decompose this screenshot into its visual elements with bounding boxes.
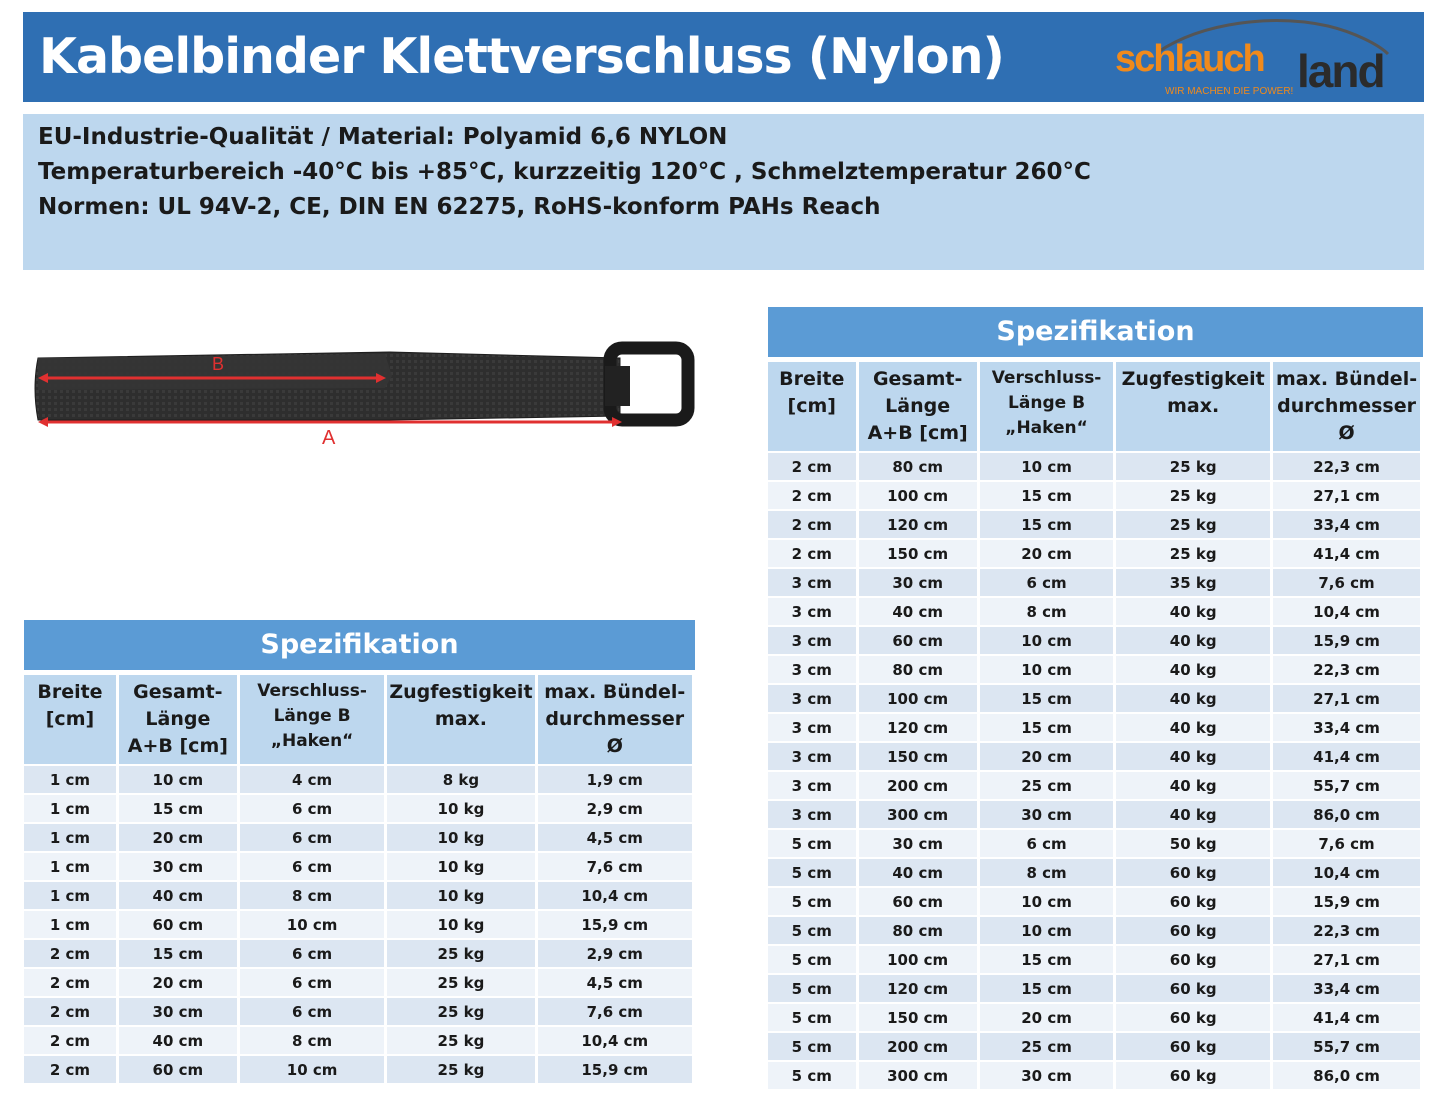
spec-table-left (24, 620, 695, 1085)
table-cell: 33,4 cm (1273, 511, 1420, 538)
table-cell: 22,3 cm (1273, 656, 1420, 683)
table-cell: 40 kg (1116, 772, 1270, 799)
spec-table-right-grid (765, 360, 1423, 1091)
table-cell: 6 cm (240, 998, 385, 1025)
table-cell: 150 cm (859, 540, 977, 567)
table-cell: 25 kg (387, 940, 534, 967)
table-cell: 3 cm (768, 569, 856, 596)
info-norms: Normen: UL 94V-2, CE, DIN EN 62275, RoHS-konform PAHs Reach (38, 194, 881, 220)
label-a: A (322, 427, 336, 449)
table-row (768, 830, 1420, 857)
table-cell: 2 cm (24, 969, 116, 996)
table-row (24, 824, 692, 851)
table-cell: 25 kg (1116, 540, 1270, 567)
table-cell: 5 cm (768, 830, 856, 857)
page-title: Kabelbinder Klettverschluss (Nylon) (39, 28, 1004, 85)
table-cell: 15 cm (980, 685, 1113, 712)
table-cell: 40 kg (1116, 627, 1270, 654)
table-row (768, 482, 1420, 509)
table-cell: 20 cm (119, 969, 237, 996)
col-header-laenge: Gesamt-Länge A+B [cm] (119, 675, 237, 764)
table-cell: 60 kg (1116, 917, 1270, 944)
table-cell: 25 cm (980, 1033, 1113, 1060)
table-row (768, 975, 1420, 1002)
table-cell: 3 cm (768, 772, 856, 799)
table-cell: 5 cm (768, 1004, 856, 1031)
table-row (768, 946, 1420, 973)
table-cell: 10 cm (980, 917, 1113, 944)
table-cell: 60 cm (859, 888, 977, 915)
table-cell: 4,5 cm (538, 969, 692, 996)
table-cell: 30 cm (119, 853, 237, 880)
table-cell: 8 cm (980, 859, 1113, 886)
table-cell: 30 cm (859, 830, 977, 857)
table-cell: 10 cm (240, 911, 385, 938)
table-cell: 7,6 cm (538, 853, 692, 880)
table-cell: 4 cm (240, 766, 385, 793)
table-cell: 40 kg (1116, 598, 1270, 625)
table-row (24, 766, 692, 793)
table-cell: 15,9 cm (538, 1056, 692, 1083)
table-cell: 1 cm (24, 882, 116, 909)
table-header-row (768, 362, 1420, 451)
col-header-laenge: Gesamt-Länge A+B [cm] (859, 362, 977, 451)
table-cell: 1 cm (24, 853, 116, 880)
table-cell: 3 cm (768, 801, 856, 828)
table-cell: 100 cm (859, 685, 977, 712)
table-cell: 1 cm (24, 824, 116, 851)
col-header-durchmesser: max. Bündel-durchmesser Ø (1273, 362, 1420, 451)
table-cell: 2 cm (24, 1056, 116, 1083)
table-row (24, 795, 692, 822)
table-cell: 10 cm (980, 453, 1113, 480)
table-cell: 6 cm (240, 824, 385, 851)
table-row (768, 627, 1420, 654)
table-cell: 40 kg (1116, 743, 1270, 770)
table-cell: 2 cm (768, 540, 856, 567)
table-row (768, 801, 1420, 828)
table-cell: 5 cm (768, 975, 856, 1002)
table-cell: 25 kg (1116, 453, 1270, 480)
col-header-breite: Breite [cm] (768, 362, 856, 451)
table-cell: 5 cm (768, 1033, 856, 1060)
table-cell: 10 kg (387, 824, 534, 851)
table-cell: 10 kg (387, 911, 534, 938)
table-cell: 100 cm (859, 482, 977, 509)
table-row (768, 540, 1420, 567)
table-cell: 40 kg (1116, 685, 1270, 712)
table-cell: 30 cm (980, 801, 1113, 828)
spec-table-left-title: Spezifikation (24, 620, 695, 670)
table-cell: 3 cm (768, 656, 856, 683)
table-row (24, 998, 692, 1025)
header-banner (23, 12, 1424, 102)
table-cell: 55,7 cm (1273, 1033, 1420, 1060)
table-row (768, 453, 1420, 480)
table-cell: 120 cm (859, 714, 977, 741)
table-cell: 25 kg (1116, 482, 1270, 509)
table-row (24, 882, 692, 909)
table-cell: 15 cm (980, 511, 1113, 538)
table-cell: 2 cm (24, 1027, 116, 1054)
table-cell: 1 cm (24, 911, 116, 938)
table-cell: 60 kg (1116, 1004, 1270, 1031)
table-cell: 6 cm (980, 830, 1113, 857)
table-cell: 8 cm (240, 1027, 385, 1054)
table-cell: 80 cm (859, 917, 977, 944)
table-row (768, 685, 1420, 712)
table-cell: 6 cm (980, 569, 1113, 596)
table-cell: 1 cm (24, 795, 116, 822)
logo-tagline: WIR MACHEN DIE POWER! (1165, 86, 1294, 97)
table-cell: 8 cm (240, 882, 385, 909)
table-cell: 15 cm (980, 975, 1113, 1002)
table-cell: 10,4 cm (1273, 598, 1420, 625)
label-b: B (212, 354, 225, 374)
table-cell: 35 kg (1116, 569, 1270, 596)
table-row (768, 569, 1420, 596)
table-cell: 33,4 cm (1273, 714, 1420, 741)
table-cell: 5 cm (768, 917, 856, 944)
table-cell: 15 cm (980, 946, 1113, 973)
table-cell: 25 kg (1116, 511, 1270, 538)
table-cell: 200 cm (859, 772, 977, 799)
table-cell: 10 kg (387, 795, 534, 822)
table-row (768, 1062, 1420, 1089)
table-cell: 60 cm (859, 627, 977, 654)
table-cell: 10 cm (980, 656, 1113, 683)
table-cell: 25 kg (387, 1056, 534, 1083)
table-row (768, 1033, 1420, 1060)
table-cell: 60 kg (1116, 1033, 1270, 1060)
table-cell: 60 cm (119, 1056, 237, 1083)
table-cell: 15 cm (119, 940, 237, 967)
table-cell: 3 cm (768, 714, 856, 741)
table-cell: 60 kg (1116, 888, 1270, 915)
table-cell: 150 cm (859, 1004, 977, 1031)
table-cell: 40 kg (1116, 656, 1270, 683)
table-row (24, 940, 692, 967)
table-cell: 40 cm (859, 859, 977, 886)
table-cell: 15,9 cm (1273, 627, 1420, 654)
table-row (24, 969, 692, 996)
info-material: EU-Industrie-Qualität / Material: Polyamid 6,6 NYLON (38, 124, 728, 150)
col-header-verschluss: Verschluss-Länge B „Haken“ (980, 362, 1113, 451)
table-cell: 5 cm (768, 1062, 856, 1089)
col-header-zugfestigkeit: Zugfestigkeit max. (1116, 362, 1270, 451)
table-cell: 10,4 cm (538, 1027, 692, 1054)
table-row (768, 743, 1420, 770)
table-cell: 1 cm (24, 766, 116, 793)
table-cell: 8 kg (387, 766, 534, 793)
table-cell: 27,1 cm (1273, 482, 1420, 509)
velcro-strap-image (30, 336, 710, 456)
table-cell: 120 cm (859, 511, 977, 538)
table-cell: 2 cm (24, 998, 116, 1025)
spec-table-right-title: Spezifikation (768, 307, 1423, 357)
logo-word-land: land (1297, 45, 1384, 97)
table-cell: 41,4 cm (1273, 743, 1420, 770)
table-cell: 60 kg (1116, 946, 1270, 973)
logo-word-schlauch: schlauch (1115, 38, 1264, 80)
table-cell: 20 cm (980, 743, 1113, 770)
table-row (768, 1004, 1420, 1031)
table-cell: 22,3 cm (1273, 453, 1420, 480)
table-cell: 25 kg (387, 969, 534, 996)
table-row (24, 853, 692, 880)
table-row (768, 511, 1420, 538)
table-cell: 5 cm (768, 859, 856, 886)
table-cell: 10 cm (119, 766, 237, 793)
table-row (768, 772, 1420, 799)
table-cell: 10 cm (240, 1056, 385, 1083)
table-row (768, 917, 1420, 944)
table-cell: 4,5 cm (538, 824, 692, 851)
table-cell: 6 cm (240, 853, 385, 880)
table-cell: 27,1 cm (1273, 946, 1420, 973)
table-cell: 120 cm (859, 975, 977, 1002)
table-cell: 60 kg (1116, 859, 1270, 886)
table-cell: 100 cm (859, 946, 977, 973)
table-cell: 5 cm (768, 888, 856, 915)
table-cell: 6 cm (240, 940, 385, 967)
table-cell: 27,1 cm (1273, 685, 1420, 712)
table-cell: 2 cm (24, 940, 116, 967)
table-cell: 30 cm (980, 1062, 1113, 1089)
table-cell: 2 cm (768, 482, 856, 509)
table-cell: 22,3 cm (1273, 917, 1420, 944)
table-cell: 80 cm (859, 656, 977, 683)
table-cell: 40 cm (859, 598, 977, 625)
table-cell: 3 cm (768, 685, 856, 712)
col-header-verschluss: Verschluss-Länge B „Haken“ (240, 675, 385, 764)
table-cell: 80 cm (859, 453, 977, 480)
col-header-breite: Breite [cm] (24, 675, 116, 764)
table-header-row (24, 675, 692, 764)
table-cell: 25 cm (980, 772, 1113, 799)
table-cell: 20 cm (119, 824, 237, 851)
table-cell: 10 cm (980, 627, 1113, 654)
table-cell: 60 kg (1116, 975, 1270, 1002)
table-row (24, 1056, 692, 1083)
spec-table-left-grid (21, 673, 695, 1085)
table-cell: 86,0 cm (1273, 801, 1420, 828)
table-cell: 300 cm (859, 1062, 977, 1089)
info-box (23, 114, 1424, 270)
table-cell: 30 cm (119, 998, 237, 1025)
table-cell: 10,4 cm (1273, 859, 1420, 886)
col-header-zugfestigkeit: Zugfestigkeit max. (387, 675, 534, 764)
table-cell: 10,4 cm (538, 882, 692, 909)
brand-logo (1113, 16, 1403, 100)
table-cell: 60 kg (1116, 1062, 1270, 1089)
table-cell: 2,9 cm (538, 940, 692, 967)
table-cell: 25 kg (387, 998, 534, 1025)
table-row (24, 911, 692, 938)
table-row (24, 1027, 692, 1054)
table-cell: 30 cm (859, 569, 977, 596)
table-cell: 2,9 cm (538, 795, 692, 822)
col-header-durchmesser: max. Bündel-durchmesser Ø (538, 675, 692, 764)
table-cell: 6 cm (240, 969, 385, 996)
table-row (768, 656, 1420, 683)
table-row (768, 598, 1420, 625)
table-cell: 10 cm (980, 888, 1113, 915)
table-row (768, 859, 1420, 886)
table-cell: 20 cm (980, 1004, 1113, 1031)
table-cell: 10 kg (387, 882, 534, 909)
table-cell: 20 cm (980, 540, 1113, 567)
table-cell: 41,4 cm (1273, 540, 1420, 567)
spec-table-right (768, 307, 1423, 1091)
table-cell: 40 kg (1116, 714, 1270, 741)
table-cell: 15 cm (119, 795, 237, 822)
table-cell: 3 cm (768, 627, 856, 654)
table-cell: 40 cm (119, 1027, 237, 1054)
table-cell: 150 cm (859, 743, 977, 770)
table-cell: 300 cm (859, 801, 977, 828)
table-cell: 6 cm (240, 795, 385, 822)
table-cell: 40 cm (119, 882, 237, 909)
table-row (768, 888, 1420, 915)
table-cell: 7,6 cm (538, 998, 692, 1025)
table-cell: 15 cm (980, 714, 1113, 741)
table-cell: 200 cm (859, 1033, 977, 1060)
table-cell: 60 cm (119, 911, 237, 938)
table-cell: 15 cm (980, 482, 1113, 509)
table-cell: 2 cm (768, 453, 856, 480)
table-cell: 5 cm (768, 946, 856, 973)
info-temperature: Temperaturbereich -40°C bis +85°C, kurzzeitig 120°C , Schmelztemperatur 260°C (38, 159, 1091, 185)
table-cell: 2 cm (768, 511, 856, 538)
table-cell: 15,9 cm (538, 911, 692, 938)
table-cell: 50 kg (1116, 830, 1270, 857)
table-cell: 55,7 cm (1273, 772, 1420, 799)
table-cell: 10 kg (387, 853, 534, 880)
table-row (768, 714, 1420, 741)
table-cell: 33,4 cm (1273, 975, 1420, 1002)
table-cell: 1,9 cm (538, 766, 692, 793)
table-cell: 7,6 cm (1273, 569, 1420, 596)
table-cell: 7,6 cm (1273, 830, 1420, 857)
table-cell: 3 cm (768, 598, 856, 625)
table-cell: 8 cm (980, 598, 1113, 625)
table-cell: 40 kg (1116, 801, 1270, 828)
table-cell: 25 kg (387, 1027, 534, 1054)
table-cell: 86,0 cm (1273, 1062, 1420, 1089)
table-cell: 15,9 cm (1273, 888, 1420, 915)
table-cell: 41,4 cm (1273, 1004, 1420, 1031)
table-cell: 3 cm (768, 743, 856, 770)
